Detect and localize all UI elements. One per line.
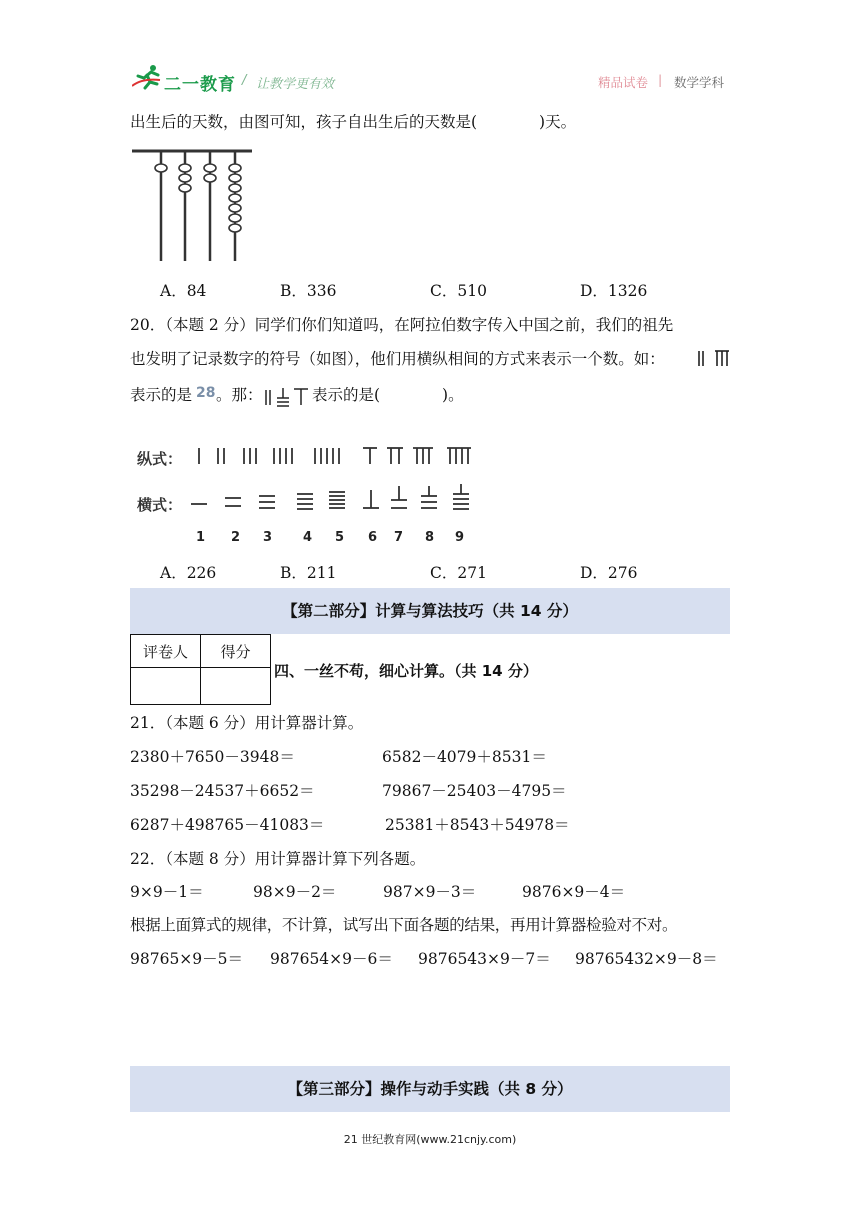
q21-expr-5: 6287＋498765－41083＝ bbox=[130, 816, 325, 834]
digit-4: 4 bbox=[303, 530, 313, 545]
score-label: 得分 bbox=[201, 635, 271, 668]
q19-option-c[interactable]: C．510 bbox=[430, 282, 487, 300]
part2-banner bbox=[130, 588, 730, 634]
grader-label: 评卷人 bbox=[131, 635, 201, 668]
digit-2: 2 bbox=[231, 530, 241, 545]
slogan-slash: / bbox=[242, 73, 247, 88]
logo-text: 二一教育 bbox=[164, 75, 236, 95]
q21-expr-1: 2380＋7650－3948＝ bbox=[130, 748, 295, 766]
digit-8: 8 bbox=[425, 530, 435, 545]
grader-table bbox=[130, 634, 271, 705]
rod-numeral-28-icon bbox=[695, 348, 731, 368]
q20-stem-line2: 也发明了记录数字的符号（如图），他们用横纵相间的方式来表示一个数。如： bbox=[130, 350, 665, 368]
q20-option-a[interactable]: A．226 bbox=[160, 564, 217, 582]
q21-expr-3: 35298－24537＋6652＝ bbox=[130, 782, 315, 800]
q22-expr-4: 9876×9－4＝ bbox=[522, 883, 626, 901]
q22-expr-2: 98×9－2＝ bbox=[253, 883, 337, 901]
q20-option-b[interactable]: B．211 bbox=[280, 564, 337, 582]
q22-expr-3: 987×9－3＝ bbox=[383, 883, 477, 901]
part3-title: 【第三部分】操作与动手实践（共 8 分） bbox=[287, 1080, 573, 1098]
q20-line3-mid: 。那： bbox=[216, 386, 263, 404]
q19-stem: 出生后的天数，由图可知，孩子自出生后的天数是( )天。 bbox=[130, 113, 577, 131]
q21-stem: 21．（本题 6 分）用计算器计算。 bbox=[130, 714, 364, 732]
q21-expr-4: 79867－25403－4795＝ bbox=[382, 782, 567, 800]
part2-title: 【第二部分】计算与算法技巧（共 14 分） bbox=[282, 602, 578, 620]
vertical-style-label: 纵式： bbox=[137, 450, 183, 468]
q19-option-a[interactable]: A．84 bbox=[160, 282, 207, 300]
rod-numeral-question-icon bbox=[262, 384, 312, 408]
q20-option-c[interactable]: C．271 bbox=[430, 564, 487, 582]
q20-example-number: 28 bbox=[196, 385, 216, 401]
abacus-figure bbox=[130, 146, 255, 264]
q22-expr-7: 9876543×9－7＝ bbox=[418, 950, 551, 968]
grader-cell[interactable] bbox=[131, 668, 201, 705]
q22-expr-5: 98765×9－5＝ bbox=[130, 950, 244, 968]
q20-line3-pre: 表示的是 bbox=[130, 386, 193, 404]
digit-6: 6 bbox=[368, 530, 378, 545]
q19-option-b[interactable]: B．336 bbox=[280, 282, 337, 300]
digit-1: 1 bbox=[196, 530, 206, 545]
q22-expr-6: 987654×9－6＝ bbox=[270, 950, 393, 968]
q19-option-d[interactable]: D．1326 bbox=[580, 282, 648, 300]
q20-option-d[interactable]: D．276 bbox=[580, 564, 638, 582]
score-cell[interactable] bbox=[201, 668, 271, 705]
q22-instruction: 根据上面算式的规律，不计算，试写出下面各题的结果，再用计算器检验对不对。 bbox=[130, 916, 678, 934]
q21-expr-6: 25381＋8543＋54978＝ bbox=[385, 816, 570, 834]
q22-expr-1: 9×9－1＝ bbox=[130, 883, 204, 901]
runner-logo-icon bbox=[132, 64, 162, 90]
page-footer: 21 世纪教育网(www.21cnjy.com) bbox=[343, 1133, 517, 1146]
digit-9: 9 bbox=[455, 530, 465, 545]
q21-expr-2: 6582－4079＋8531＝ bbox=[382, 748, 547, 766]
q20-stem-line1: 20．（本题 2 分）同学们你们知道吗，在阿拉伯数字传入中国之前，我们的祖先 bbox=[130, 316, 674, 334]
header-subject: 数学学科 bbox=[674, 75, 725, 90]
header-right-label: 精品试卷 bbox=[598, 75, 649, 90]
q22-expr-8: 98765432×9－8＝ bbox=[575, 950, 718, 968]
q20-line3-post: 表示的是( )。 bbox=[312, 386, 464, 404]
header-separator: | bbox=[658, 72, 663, 87]
q22-stem: 22．（本题 8 分）用计算器计算下列各题。 bbox=[130, 850, 426, 868]
digit-3: 3 bbox=[263, 530, 273, 545]
digit-5: 5 bbox=[335, 530, 345, 545]
counting-rod-table bbox=[185, 440, 485, 520]
page-header bbox=[130, 62, 730, 102]
section-four-title: 四、一丝不苟，细心计算。（共 14 分） bbox=[274, 662, 538, 680]
horizontal-style-label: 横式： bbox=[137, 496, 183, 514]
digit-7: 7 bbox=[394, 530, 404, 545]
part3-banner bbox=[130, 1066, 730, 1112]
slogan: 让教学更有效 bbox=[256, 77, 335, 92]
